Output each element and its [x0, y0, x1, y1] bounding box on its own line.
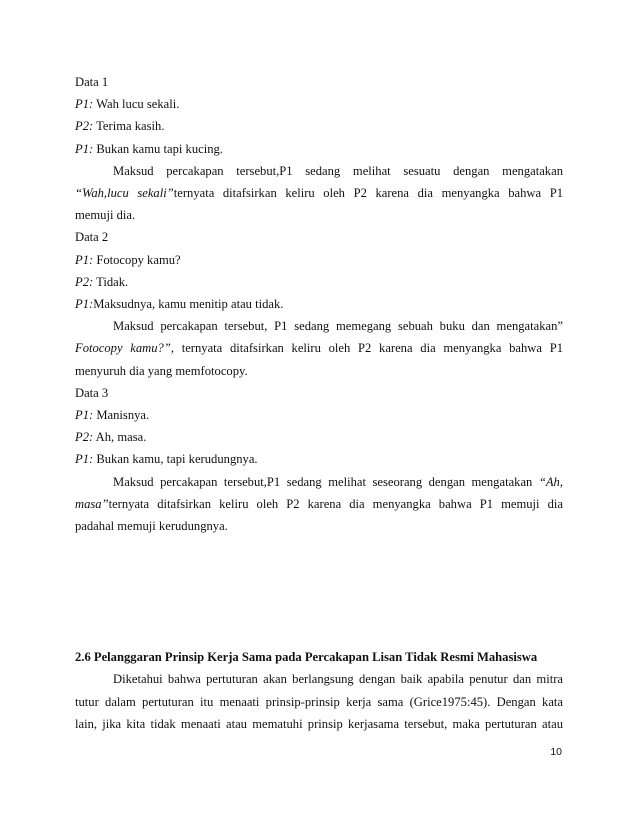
body-line: Diketahui bahwa pertuturan akan berlangsung dengan baik apabila penutur dan mitra: [113, 672, 563, 687]
quoted-utterance: Fotocopy kamu?”: [75, 341, 171, 356]
page-number: 10: [550, 746, 562, 758]
utterance: Tidak.: [93, 274, 129, 289]
utterance: Maksudnya, kamu menitip atau tidak.: [93, 297, 284, 312]
explanation-text: ternyata ditafsirkan keliru oleh P2 karena dia menyangka bahwa P1: [173, 186, 563, 201]
utterance: Ah, masa.: [93, 430, 147, 445]
explanation-line: [75, 493, 563, 515]
speaker-label: P1:: [75, 408, 94, 423]
speaker-label: P1:: [75, 252, 94, 267]
section-heading: 2.6 Pelanggaran Prinsip Kerja Sama pada Percakapan Lisan Tidak Resmi Mahasiswa: [75, 650, 538, 665]
utterance: Wah lucu sekali.: [93, 97, 180, 112]
quoted-utterance: “Wah,lucu sekali”: [75, 186, 174, 201]
dialogue-line: [75, 448, 563, 470]
body-line: tutur dalam pertuturan itu menaati prinsip-prinsip kerja sama (Grice1975:45). Dengan kata: [75, 694, 563, 709]
dialogue-line: [75, 404, 563, 426]
explanation-line: [75, 337, 563, 359]
dialogue-line: [75, 271, 563, 293]
data-2-label: Data 2: [75, 230, 109, 245]
quoted-utterance: masa”: [75, 496, 109, 511]
explanation-line: menyuruh dia yang memfotocopy.: [75, 363, 248, 378]
explanation-text: Maksud percakapan tersebut,P1 sedang melihat seseorang dengan mengatakan: [113, 474, 539, 489]
speaker-label: P2:: [75, 274, 94, 289]
speaker-label: P1:: [75, 297, 94, 312]
data-3-label: Data 3: [75, 385, 109, 400]
speaker-label: P2:: [75, 119, 94, 134]
data-1-label: Data 1: [75, 75, 109, 89]
page-content: [75, 71, 563, 735]
utterance: Fotocopy kamu?: [93, 252, 181, 267]
speaker-label: P2:: [75, 430, 94, 445]
dialogue-line: [75, 115, 563, 137]
quoted-utterance: “Ah,: [538, 474, 563, 489]
speaker-label: P1:: [75, 141, 94, 156]
speaker-label: P1:: [75, 452, 94, 467]
explanation-text: , ternyata ditafsirkan keliru oleh P2 karena dia menyangka bahwa P1: [170, 341, 564, 356]
dialogue-line: [75, 293, 563, 315]
body-line: lain, jika kita tidak menaati atau mematuhi prinsip kerjasama tersebut, maka pertuturan atau: [75, 716, 563, 731]
utterance: Manisnya.: [93, 408, 150, 423]
speaker-label: P1:: [75, 97, 94, 112]
dialogue-line: [75, 249, 563, 271]
dialogue-line: [75, 93, 563, 115]
utterance: Bukan kamu, tapi kerudungnya.: [93, 452, 258, 467]
explanation-text: ternyata ditafsirkan keliru oleh P2 karena dia menyangka bahwa P1 memuji dia: [108, 496, 563, 511]
utterance: Bukan kamu tapi kucing.: [93, 141, 223, 156]
dialogue-line: [75, 426, 563, 448]
blank-space: [75, 537, 563, 646]
utterance: Terima kasih.: [93, 119, 165, 134]
explanation-line: Maksud percakapan tersebut, P1 sedang memegang sebuah buku dan mengatakan”: [113, 319, 563, 334]
explanation-line: memuji dia.: [75, 208, 136, 223]
dialogue-line: [75, 138, 563, 160]
explanation-line: [75, 182, 563, 204]
explanation-line: [75, 471, 563, 493]
explanation-line: padahal memuji kerudungnya.: [75, 519, 228, 534]
explanation-line: Maksud percakapan tersebut,P1 sedang melihat sesuatu dengan mengatakan: [113, 163, 563, 178]
